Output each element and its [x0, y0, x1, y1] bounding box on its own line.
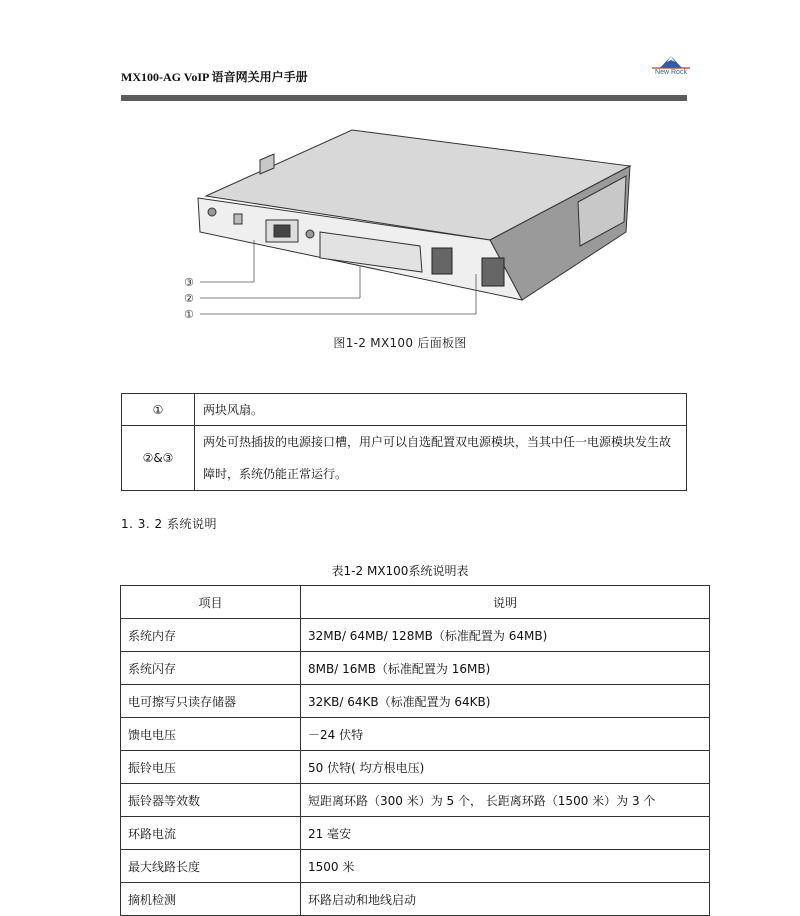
spec-item: 振铃电压	[121, 751, 301, 784]
spec-value: 8MB/ 16MB（标准配置为 16MB)	[301, 652, 710, 685]
spec-value: －24 伏特	[301, 718, 710, 751]
spec-item: 振铃器等效数	[121, 784, 301, 817]
spec-value: 50 伏特( 均方根电压)	[301, 751, 710, 784]
spec-item: 摘机检测	[121, 883, 301, 916]
fan-icon	[482, 258, 504, 286]
spec-item: 最大线路长度	[121, 850, 301, 883]
table-row	[121, 718, 710, 751]
row-text: 两处可热插拔的电源接口槽，用户可以自选配置双电源模块，当其中任一电源模块发生故障时，系统仍能正常运行。	[195, 426, 687, 491]
spec-value: 32KB/ 64KB（标准配置为 64KB)	[301, 685, 710, 718]
company-logo	[640, 54, 702, 82]
table-caption: 表1-2 MX100系统说明表	[331, 564, 469, 578]
logo-text: New Rock	[655, 69, 687, 76]
fan-icon	[432, 248, 452, 274]
table-row	[121, 784, 710, 817]
callout-3: ③	[184, 276, 194, 289]
table-row	[121, 751, 710, 784]
power-switch-icon	[234, 214, 242, 224]
document-title: MX100-AG VoIP 语音网关用户手册	[121, 70, 308, 84]
table-row	[122, 394, 687, 426]
spec-item: 环路电流	[121, 817, 301, 850]
table-row	[121, 685, 710, 718]
screw-icon	[306, 230, 314, 238]
header-divider	[121, 95, 687, 101]
rear-panel-figure	[170, 122, 640, 327]
spec-value: 1500 米	[301, 850, 710, 883]
table-row	[121, 850, 710, 883]
callout-2: ②	[184, 292, 194, 305]
component-table	[121, 393, 687, 491]
figure-caption: 图1-2 MX100 后面板图	[333, 336, 467, 350]
screw-icon	[208, 208, 216, 216]
row-text: 两块风扇。	[195, 394, 687, 426]
spec-item: 馈电电压	[121, 718, 301, 751]
callout-1: ①	[184, 308, 194, 321]
column-header: 说明	[301, 586, 710, 619]
spec-value: 环路启动和地线启动	[301, 883, 710, 916]
table-row	[121, 619, 710, 652]
spec-value: 21 毫安	[301, 817, 710, 850]
spec-item: 系统闪存	[121, 652, 301, 685]
table-row	[121, 883, 710, 916]
table-header-row	[121, 586, 710, 619]
spec-item: 电可擦写只读存储器	[121, 685, 301, 718]
row-key: ②&③	[122, 426, 195, 491]
system-spec-table	[120, 585, 710, 916]
table-row	[122, 426, 687, 491]
column-header: 项目	[121, 586, 301, 619]
row-key: ①	[122, 394, 195, 426]
table-row	[121, 652, 710, 685]
table-row	[121, 817, 710, 850]
mountain-logo-icon	[640, 54, 702, 70]
spec-value: 32MB/ 64MB/ 128MB（标准配置为 64MB)	[301, 619, 710, 652]
section-heading: 1. 3. 2 系统说明	[121, 517, 217, 531]
spec-value: 短距离环路（300 米）为 5 个， 长距离环路（1500 米）为 3 个	[301, 784, 710, 817]
spec-item: 系统内存	[121, 619, 301, 652]
